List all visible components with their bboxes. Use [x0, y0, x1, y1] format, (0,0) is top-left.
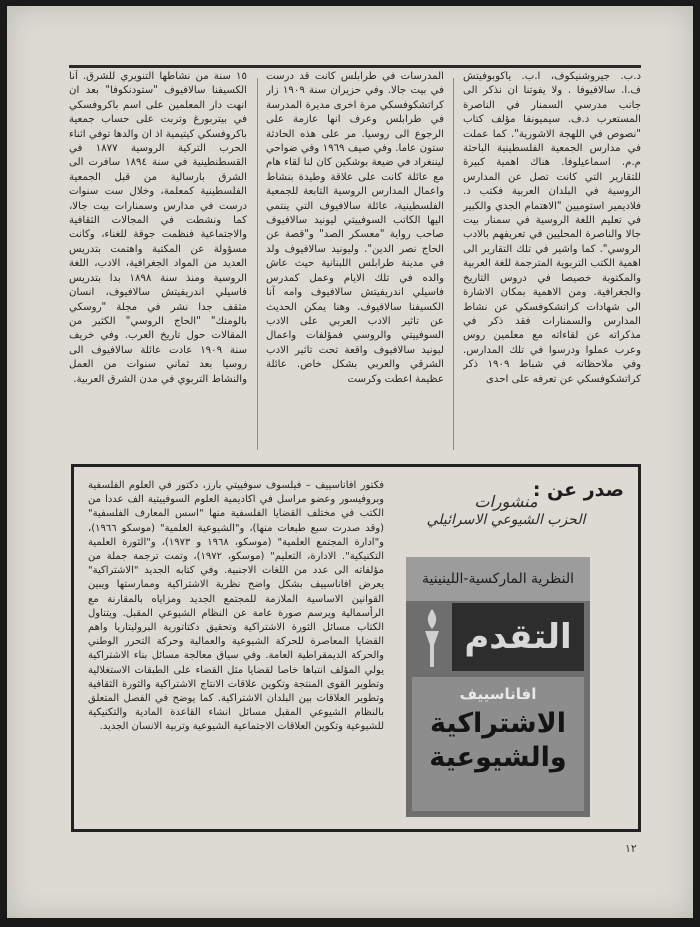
book-series-label: النظرية الماركسية-اللينينية: [406, 557, 590, 601]
page-number: ١٢: [625, 842, 637, 855]
book-advert-box: [71, 464, 641, 832]
article-column-right: د.ب. جيروشنيكوف، ا.ب. ياكوبوفيتش ف.ا. سالافيوفا . ولا يفوتنا ان نذكر الى جانب مدرسي السمنار في الناصرة المستعرب د.ف. سيميونفا مؤلف كتاب "نصوص في اللهجة الاشورية". كما عملت في مدارس الجمعية الفلسطينية الباحثة م.م. اسماعيلوفا. هناك اهمية كبيرة للتقارير التي كانت تصل عن المدارس الروسية في البلدان العربية فكتب د. فلاديمير استوميين "الاهتمام الجدي والكبير في تعليم اللغة الروسية في سمنار بيت جالا والناصرة المحليين في تعريفهم بالادب الروسي". كما واشير في تلك التقارير الى اهمية الكتب التربوية المترجمة للغة العربية والمكتوبة خصيصا في دروس التاريخ والجغرافية. ومن الاهمية بمكان الاشارة الى شهادات كراتشكوفسكي عن نشاط المدارس والسمنارات فقد ذكر في مذكراته عن لقاءاته مع معلمين روس وعرب عملوا ودرسوا في تلك المدارس. وفي ملاحظاته في شباط ١٩٠٩ ذكر كراتشكوفسكي عن تعرفه على احدى: [463, 71, 641, 385]
book-series-title: التقدم: [452, 603, 584, 671]
column-divider: [453, 78, 454, 450]
issued-by-label: صدر عن :: [532, 479, 624, 501]
torch-icon: [420, 607, 444, 669]
publisher-line2: الحزب الشيوعي الاسرائيلي: [426, 512, 586, 528]
book-description: فكتور افاناسييف – فيلسوف سوفييتي بارز، دكتور في العلوم الفلسفية وبروفيسور وعضو مراسل في اكاديمية العلوم السوفييتية الف عددا من الكتب في مختلف القضايا الفلسفية منها "اسس المعارف الفلسفية" (وقد صدرت سبع طبعات منها)، و"الشيوعية العلمية" (موسكو ١٩٦٦)، و"ادارة المجتمع العلمية" (موسكو، ١٩٦٨ و ١٩٧٣)، و"الثورة العلمية التكنيكية". الادارة، التعليم" (موسكو، ١٩٧٢)، وتمت ترجمة جملة من مؤلفاته الى عدد من اللغات الاجنبية. وفي كتابه الجديد "الاشتراكية" يعرض افاناسييف بشكل واضح نظرية الاشتراكية وممارستها ويبين القوانين الاساسية الملازمة للمجتمع الجديد ومزاياه بالمقارنة مع الرأسمالية ويرسم صورة عامة عن النظام الشيوعي المقبل. ويتناول الكتاب مسائل الثورة الاشتراكية وتحقيق دكتاتورية البروليتاريا واهم القضايا المعاصرة للحركة الشيوعية والعمالية وحركة التحرر الوطني والحركة الديمقراطية العامة. وفي سياق معالجة مسائل بناء الاشتراكية يولي المؤلف انتباها خاصا لقضايا مثل القضاء على الطبقات الاستغلالية وتطوير القوى المنتجة وتكوين علاقات الانتاج الاشتراكية والثورة الثقافية وتطوير العلاقات بين البلدان الاشتراكية. كما يوضح في الفصل المتعلق بالنظام الشيوعي المقبل مسائل انشاء القاعدة المادية والتكنيكية للشيوعية وتكوين العلاقات الاجتماعية الشيوعية وتربية الانسان الجديد.: [88, 480, 384, 733]
article-columns: [69, 70, 641, 456]
article-column-middle: المدرسات في طرابلس كانت قد درست في بيت جالا. وفي حزيران سنة ١٩٠٩ زار كراتشكوفسكي مرة اخرى مديرة المدرسة في طرابلس وعرف انها عازمة على الرجوع الى روسيا. مر على هذه الحادثة ستون عاما. وفي صيف ١٩٦٩ وفي ضواحي ليننغراد في ضيعة بوشكين كان لنا لقاء هام مع عائلة كانت على علاقة وطيدة بنشاط واعمال المدارس الروسية التابعة للجمعية الفلسطينية، عائلة سالافيوف التي ينتمي اليها الكاتب السوفييتي ليونيد سالافيوف صاحب رواية "معسكر الصد" و"قصة عن الحاج نصر الدين". وليونيد سالافيوف ولد في مدينة طرابلس اللبنانية حيث عاش والده في تلك الايام وعمل كمدرس فاسيلي اندريفيتش سالافيوف وامه آنا الكسيفنا سالافيوف. وهنا يمكن الحديث عن تاثير الادب العربي على الادب السوفييتي والروسي فمؤلفات واعمال ليونيد سالافيوف واقعة تحت تاثير الادب الشرقي والعربي بشكل خاص. عائلة عظيمة اعطت وكرست: [266, 71, 444, 385]
column-divider: [257, 78, 258, 450]
book-title: الاشتراكية والشيوعية: [429, 708, 567, 773]
book-cover: [406, 557, 590, 817]
book-cover-lower: [412, 677, 584, 811]
book-author: افاناسييف: [459, 685, 537, 703]
top-rule: [69, 65, 641, 68]
magazine-page: [7, 6, 693, 918]
publisher-line1: منشورات: [474, 492, 538, 511]
publisher-logo: [426, 493, 586, 529]
article-column-left: ١٥ سنة من نشاطها التنويري للشرق. آنا الكسيفنا سالافيوف "ستودنكوفا" بعد ان انهت دار المعلمين على اسم باكروفسكي في بيتربورغ وتربت على حساب جمعية باكروفسكي كيتيمية اذ ان والدها توفي اثناء الحرب التركية الروسية ١٨٧٧ في القسطنطينية في سنة ١٨٩٤ سافرت الى الشرق بارسالية من قبل الجمعية الفلسطينية كمعلمة، وخلال ست سنوات درست في مدارس وسمنارات بيت جالا، كما ونشطت في المجالات الثقافية والاجتماعية فنظمت جوقة للغناء، وكانت مسؤولة عن المكتبة واهتمت بتدريس العديد من المواد الجغرافية، الادب، اللغة الروسية ومنذ سنة ١٨٩٨ بدا بتدريس فاسيلي اندريفيتش سالافيوف، انسان مثقف جدا نشر في مجلة "روسكي بالومنك" "الحاج الروسي" الكثير من المقالات حول تاريخ العرب. وفي خريف سنة ١٩٠٩ عادت عائلة سالافيوف الى روسيا بعد ثماني سنوات من العمل والنشاط التربوي في مدن الشرق العربية.: [69, 71, 247, 385]
